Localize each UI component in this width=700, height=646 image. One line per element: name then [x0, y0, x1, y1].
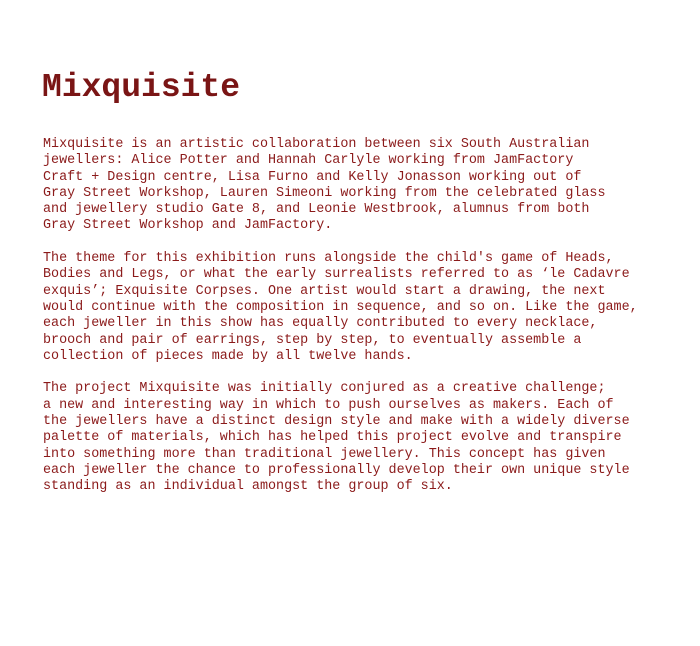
text-line: into something more than traditional jewellery. This concept has given	[43, 446, 606, 462]
text-line: The project Mixquisite was initially conjured as a creative challenge;	[43, 381, 606, 397]
text-line: each jeweller in this show has equally contributed to every necklace,	[43, 316, 598, 332]
paragraph-project	[43, 381, 683, 495]
text-line: collection of pieces made by all twelve hands.	[43, 348, 413, 364]
paragraph-theme	[43, 251, 683, 365]
text-line: the jewellers have a distinct design style and make with a widely diverse	[43, 414, 630, 430]
text-line: jewellers: Alice Potter and Hannah Carlyle working from JamFactory	[43, 153, 574, 169]
text-line: and jewellery studio Gate 8, and Leonie Westbrook, alumnus from both	[43, 202, 590, 218]
text-line: Bodies and Legs, or what the early surrealists referred to as ‘le Cadavre	[43, 267, 630, 283]
article-body	[43, 137, 683, 512]
text-line: standing as an individual amongst the group of six.	[43, 479, 453, 495]
text-line: The theme for this exhibition runs alongside the child's game of Heads,	[43, 251, 614, 267]
text-line: Mixquisite is an artistic collaboration between six South Australian	[43, 137, 590, 152]
page-title: Mixquisite	[42, 69, 241, 106]
paragraph-intro	[43, 137, 683, 235]
text-line: Gray Street Workshop and JamFactory.	[43, 218, 333, 234]
text-line: each jeweller the chance to professionally develop their own unique style	[43, 462, 630, 478]
text-line: Craft + Design centre, Lisa Furno and Kelly Jonasson working out of	[43, 169, 582, 185]
text-line: Gray Street Workshop, Lauren Simeoni working from the celebrated glass	[43, 185, 606, 201]
text-line: exquis’; Exquisite Corpses. One artist would start a drawing, the next	[43, 283, 606, 299]
text-line: brooch and pair of earrings, step by step, to eventually assemble a	[43, 332, 582, 348]
text-line: would continue with the composition in sequence, and so on. Like the game,	[43, 299, 638, 315]
text-line: a new and interesting way in which to push ourselves as makers. Each of	[43, 397, 614, 413]
text-line: palette of materials, which has helped this project evolve and transpire	[43, 430, 622, 446]
